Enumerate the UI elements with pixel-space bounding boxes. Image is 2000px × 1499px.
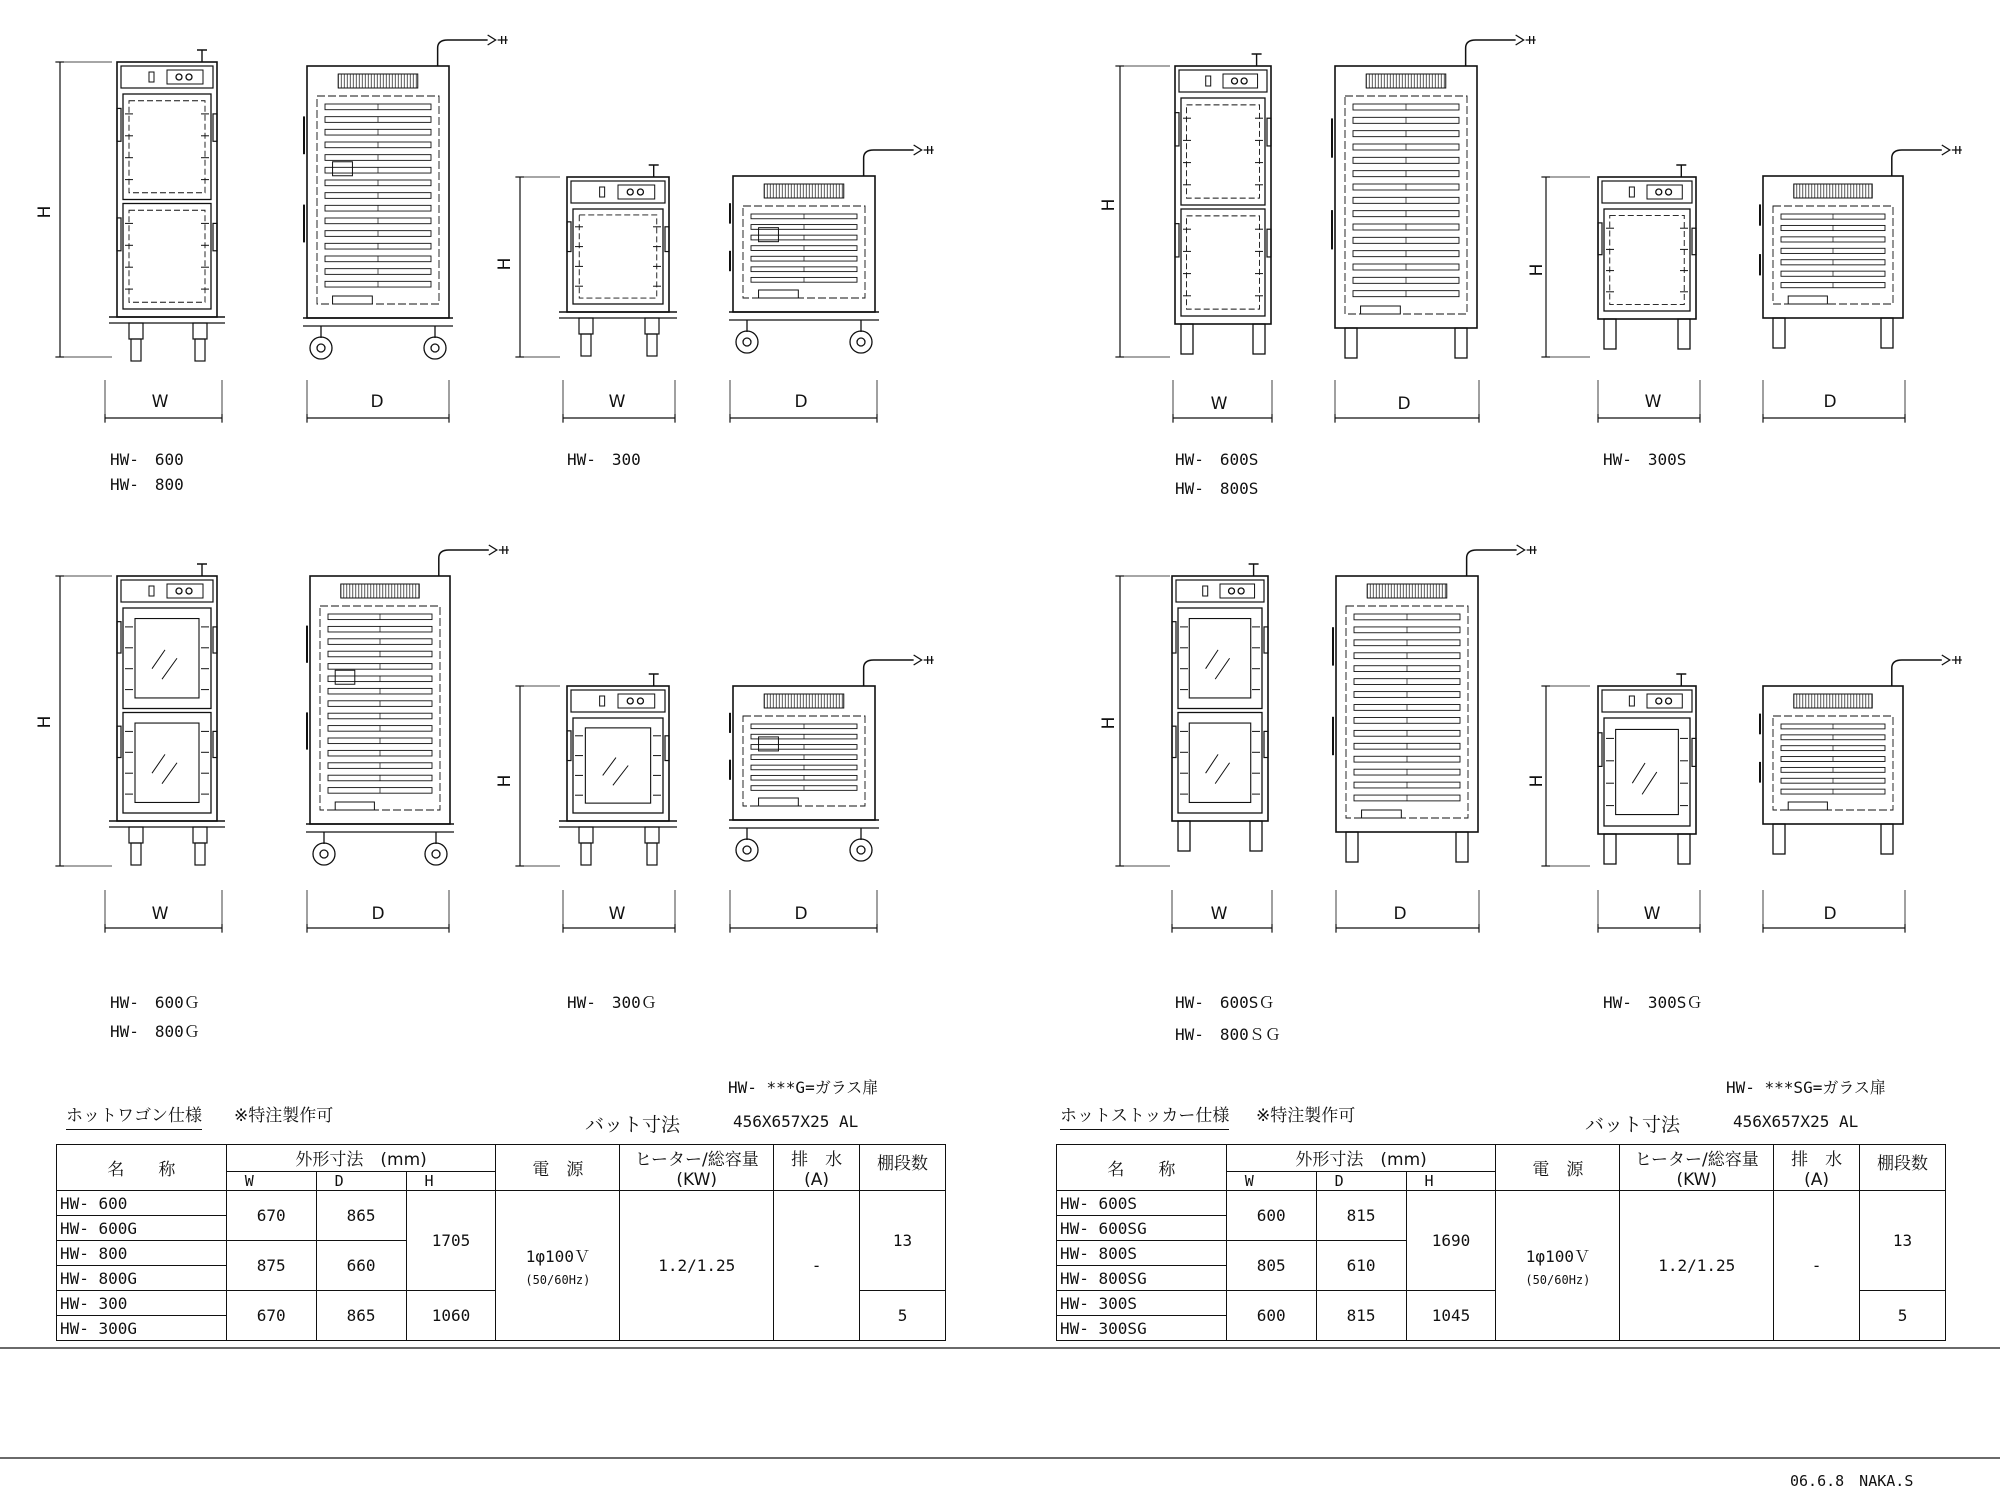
right-cell-h-small: 1045 (1406, 1291, 1496, 1341)
left-row-name: HW- 600G (57, 1216, 227, 1241)
door-inner (1610, 215, 1684, 304)
drain-tray (1788, 296, 1827, 304)
power-cord (438, 40, 488, 66)
door (1178, 608, 1262, 709)
caster-wheel (850, 839, 872, 861)
power-cord (1892, 150, 1942, 176)
left-section-title: ホットワゴン仕様 (66, 1101, 202, 1126)
knob-icon (1229, 588, 1235, 594)
knob-icon (1666, 189, 1672, 195)
caster-bracket (193, 323, 207, 339)
vent-pipe (1252, 54, 1262, 66)
panel-box (1647, 694, 1682, 708)
left-bat-label: バット寸法 (585, 1114, 681, 1136)
dim-d-hw300sg: D (1823, 904, 1837, 924)
right-cell-w: 600 (1226, 1191, 1316, 1241)
leg (1456, 832, 1468, 862)
indicator-icon (1629, 696, 1634, 706)
indicator-icon (1203, 586, 1208, 596)
door (123, 608, 211, 709)
left-cell-w: 670 (226, 1191, 316, 1241)
dim-w-hw600s: W (1210, 394, 1228, 414)
right-bat-value: 456X657X25 AL (1733, 1112, 1859, 1131)
door-inner (1187, 216, 1260, 309)
drain-tray (1361, 306, 1401, 314)
right-row-name: HW- 300S (1057, 1291, 1227, 1316)
glass-window (1189, 723, 1250, 802)
right-row-name: HW- 600SG (1057, 1216, 1227, 1241)
leg (1345, 328, 1357, 358)
left-th-d: D (316, 1171, 406, 1190)
glass-reflection (603, 758, 629, 786)
right-row-name: HW- 800SG (1057, 1266, 1227, 1291)
caster-wheel (131, 843, 141, 865)
dim-h-hw300s: H (1527, 263, 1547, 277)
door (573, 209, 663, 304)
dim-w-hw600g: W (151, 904, 169, 924)
drain-tray (1362, 810, 1402, 818)
right-th-heater: ヒーター/総容量 (KW) (1620, 1145, 1774, 1191)
caster-hub (857, 338, 865, 346)
caster-bracket (193, 827, 207, 843)
glass-reflection (1206, 650, 1230, 679)
dim-d-hw600sg: D (1393, 904, 1407, 924)
plug-icon (1942, 145, 1962, 155)
caster-bracket (579, 827, 593, 843)
power-cord (864, 150, 914, 176)
caster-wheel (310, 337, 332, 359)
right-cell-w: 600 (1226, 1291, 1316, 1341)
caster-wheel (647, 334, 657, 356)
right-section-title: ホットストッカー仕様 (1060, 1101, 1229, 1126)
glass-reflection (152, 650, 177, 679)
cabinet-side-outline (310, 576, 450, 824)
door (123, 713, 211, 814)
knob-icon (627, 698, 633, 704)
vent-pipe (197, 564, 207, 576)
dim-h-hw300: H (495, 257, 515, 271)
right-th-outer: 外形寸法 (mm) (1226, 1145, 1496, 1172)
knob-icon (1232, 78, 1238, 84)
leg (1253, 324, 1265, 354)
door-hinge (117, 108, 121, 141)
door-inner (129, 210, 205, 302)
left-spec-table (56, 1144, 946, 1341)
left-cell-power: 1φ100Ｖ (50/60Hz) (496, 1191, 620, 1341)
power-cord (439, 550, 489, 576)
caster-wheel (581, 843, 591, 865)
leg (1678, 834, 1690, 864)
left-cell-d: 660 (316, 1241, 406, 1291)
dim-w-hw300g: W (608, 904, 626, 924)
left-cell-heater: 1.2/1.25 (620, 1191, 774, 1341)
caster-bracket (645, 827, 659, 843)
left-row-name: HW- 300 (57, 1291, 227, 1316)
model-label-hw300sg: HW- 300SＧ (1603, 993, 1703, 1012)
model-label-hw300g: HW- 300Ｇ (567, 993, 657, 1012)
dim-h-hw600sg: H (1099, 716, 1119, 730)
left-cell-w: 670 (226, 1291, 316, 1341)
dim-w-hw300s: W (1644, 392, 1662, 412)
cabinet-side-outline (733, 686, 875, 820)
door (1604, 718, 1690, 826)
right-cell-d: 815 (1316, 1191, 1406, 1241)
door-hinge (117, 218, 121, 251)
left-cell-shelves-big: 13 (860, 1191, 946, 1291)
indicator-icon (1206, 76, 1211, 86)
caster-hub (431, 344, 439, 352)
panel-box (618, 694, 655, 708)
door-inner (579, 215, 657, 298)
knob-icon (637, 698, 643, 704)
right-cell-d: 610 (1316, 1241, 1406, 1291)
power-cord (1467, 550, 1517, 576)
door-handle (1267, 229, 1271, 257)
door-inner (1187, 105, 1260, 198)
door-hinge (117, 726, 121, 757)
door-hinge (117, 622, 121, 653)
right-cell-shelves-big: 13 (1860, 1191, 1946, 1291)
right-th-power: 電 源 (1496, 1145, 1620, 1191)
leg (1881, 318, 1893, 348)
leg (1178, 821, 1190, 851)
glass-window (135, 619, 199, 698)
left-th-name: 名 称 (57, 1145, 227, 1191)
door (1181, 209, 1265, 316)
left-cell-d: 865 (316, 1291, 406, 1341)
caster-hub (317, 344, 325, 352)
dim-h-hw600g: H (35, 715, 55, 729)
dim-d-hw300: D (794, 392, 808, 412)
right-bat-label: バット寸法 (1585, 1114, 1681, 1136)
drain-tray (759, 290, 799, 298)
vent-pipe (1249, 564, 1259, 576)
drain-tray (333, 296, 373, 304)
caster-wheel (736, 839, 758, 861)
dim-w-hw600: W (151, 392, 169, 412)
knob-icon (1656, 698, 1662, 704)
door-hinge (1598, 733, 1602, 767)
indicator-icon (600, 187, 605, 197)
left-cell-h-small: 1060 (406, 1291, 496, 1341)
panel-box (1647, 185, 1682, 199)
left-th-w: W (226, 1171, 316, 1190)
model-label-hw800g: HW- 800Ｇ (110, 1022, 200, 1041)
door-handle (1267, 118, 1271, 146)
glass-window (135, 723, 199, 802)
dim-d-hw600s: D (1397, 394, 1411, 414)
knob-icon (1666, 698, 1672, 704)
left-th-outer: 外形寸法 (mm) (226, 1145, 496, 1172)
leg (1773, 318, 1785, 348)
plug-icon (1517, 545, 1537, 555)
caster-bracket (645, 318, 659, 334)
panel-box (618, 185, 655, 199)
right-glass-note: HW- ***SG=ガラス扉 (1726, 1078, 1886, 1097)
indicator-icon (149, 72, 154, 82)
indicator-icon (149, 586, 154, 596)
caster-hub (320, 850, 328, 858)
right-cell-d: 815 (1316, 1291, 1406, 1341)
knob-icon (186, 588, 192, 594)
left-cell-h-big: 1705 (406, 1191, 496, 1291)
right-cell-heater: 1.2/1.25 (1620, 1191, 1774, 1341)
left-th-drain: 排 水 (A) (774, 1145, 860, 1191)
caster-wheel (424, 337, 446, 359)
dim-d-hw300s: D (1823, 392, 1837, 412)
caster-wheel (581, 334, 591, 356)
dim-h-hw600s: H (1099, 198, 1119, 212)
left-cell-shelves-small: 5 (860, 1291, 946, 1341)
vent-pipe (649, 165, 659, 177)
left-th-power: 電 源 (496, 1145, 620, 1191)
dim-w-hw600sg: W (1210, 904, 1228, 924)
knob-icon (1241, 78, 1247, 84)
right-cell-h-big: 1690 (1406, 1191, 1496, 1291)
door-handle (1692, 228, 1696, 255)
door-hinge (1175, 113, 1179, 146)
panel-box (1223, 74, 1258, 88)
door (1604, 209, 1690, 311)
caster-hub (743, 846, 751, 854)
indicator-icon (600, 696, 605, 706)
dim-h-hw300g: H (495, 774, 515, 788)
dim-d-hw600: D (370, 392, 384, 412)
leg (1881, 824, 1893, 854)
door (1181, 98, 1265, 205)
door (123, 204, 211, 310)
caster-wheel (195, 843, 205, 865)
label-plate (335, 670, 355, 684)
glass-reflection (1632, 763, 1657, 794)
right-th-shelves: 棚段数 (1860, 1145, 1946, 1191)
cabinet-side-outline (733, 176, 875, 312)
knob-icon (176, 588, 182, 594)
door-inner (129, 101, 205, 193)
leg (1678, 319, 1690, 349)
door-hinge (1175, 224, 1179, 257)
dim-d-hw600g: D (371, 904, 385, 924)
side-inner (743, 716, 865, 806)
model-label-hw600sg: HW- 600SＧ (1175, 993, 1275, 1012)
door (123, 94, 211, 200)
vent-pipe (1676, 674, 1686, 686)
right-special-note: ※特注製作可 (1256, 1106, 1356, 1126)
leg (1773, 824, 1785, 854)
glass-reflection (1206, 754, 1230, 783)
glass-window (1189, 619, 1250, 698)
knob-icon (637, 189, 643, 195)
left-row-name: HW- 600 (57, 1191, 227, 1216)
panel-box (1220, 584, 1255, 598)
door-hinge (567, 222, 571, 252)
plug-icon (489, 545, 509, 555)
leg (1346, 832, 1358, 862)
right-cell-drain: - (1774, 1191, 1860, 1341)
left-cell-drain: - (774, 1191, 860, 1341)
right-row-name: HW- 600S (1057, 1191, 1227, 1216)
power-cord (1892, 660, 1942, 686)
dim-w-hw300sg: W (1643, 904, 1661, 924)
knob-icon (176, 74, 182, 80)
right-spec-table (1056, 1144, 1946, 1341)
door-handle (665, 736, 669, 761)
model-label-hw800: HW- 800 (110, 475, 184, 494)
caster-bracket (579, 318, 593, 334)
drain-tray (759, 798, 799, 806)
left-special-note: ※特注製作可 (234, 1106, 334, 1126)
model-label-hw800s: HW- 800S (1175, 479, 1259, 498)
leg (1250, 821, 1262, 851)
caster-hub (743, 338, 751, 346)
left-cell-w: 875 (226, 1241, 316, 1291)
caster-wheel (195, 339, 205, 361)
door-handle (1264, 731, 1268, 757)
drain-tray (335, 802, 374, 810)
left-glass-note: HW- ***G=ガラス扉 (728, 1078, 879, 1097)
right-th-name: 名 称 (1057, 1145, 1227, 1191)
knob-icon (627, 189, 633, 195)
right-cell-w: 805 (1226, 1241, 1316, 1291)
caster-wheel (425, 843, 447, 865)
plug-icon (1942, 655, 1962, 665)
side-inner (743, 206, 865, 298)
knob-icon (1238, 588, 1244, 594)
vent-pipe (197, 50, 207, 62)
left-row-name: HW- 800G (57, 1266, 227, 1291)
door-handle (1692, 738, 1696, 766)
door (1178, 713, 1262, 814)
left-th-h: H (406, 1171, 496, 1190)
dim-h-hw300sg: H (1527, 774, 1547, 788)
model-label-hw800sg: HW- 800ＳＧ (1175, 1025, 1281, 1044)
power-cord (864, 660, 914, 686)
label-plate (333, 162, 353, 176)
model-label-hw300s: HW- 300S (1603, 450, 1687, 469)
left-th-shelves: 棚段数 (860, 1145, 946, 1191)
plug-icon (488, 35, 508, 45)
right-th-h: H (1406, 1171, 1496, 1190)
knob-icon (186, 74, 192, 80)
dim-h-hw600: H (35, 205, 55, 219)
caster-hub (857, 846, 865, 854)
door-handle (665, 227, 669, 252)
right-th-w: W (1226, 1171, 1316, 1190)
cabinet-front-outline (117, 62, 217, 317)
door-hinge (567, 731, 571, 761)
left-cell-d: 865 (316, 1191, 406, 1241)
caster-wheel (850, 331, 872, 353)
drain-tray (1788, 802, 1827, 810)
left-bat-value: 456X657X25 AL (733, 1112, 859, 1131)
caster-wheel (736, 331, 758, 353)
door-hinge (1598, 223, 1602, 255)
left-th-heater: ヒーター/総容量 (KW) (620, 1145, 774, 1191)
dim-d-hw300g: D (794, 904, 808, 924)
leg (1455, 328, 1467, 358)
model-label-hw600g: HW- 600Ｇ (110, 993, 200, 1012)
caster-wheel (131, 339, 141, 361)
leg (1604, 834, 1616, 864)
door-hinge (1172, 622, 1176, 653)
power-cord (1466, 40, 1516, 66)
caster-wheel (647, 843, 657, 865)
door (573, 718, 663, 813)
leg (1604, 319, 1616, 349)
plug-icon (914, 145, 934, 155)
left-row-name: HW- 800 (57, 1241, 227, 1266)
model-label-hw600: HW- 600 (110, 450, 184, 469)
door-hinge (1172, 726, 1176, 757)
side-inner (1773, 206, 1893, 304)
right-cell-shelves-small: 5 (1860, 1291, 1946, 1341)
panel-box (167, 584, 203, 598)
caster-wheel (313, 843, 335, 865)
model-label-hw300: HW- 300 (567, 450, 641, 469)
model-label-hw600s: HW- 600S (1175, 450, 1259, 469)
right-th-d: D (1316, 1171, 1406, 1190)
knob-icon (1656, 189, 1662, 195)
left-row-name: HW- 300G (57, 1316, 227, 1341)
plug-icon (1516, 35, 1536, 45)
right-th-drain: 排 水 (A) (1774, 1145, 1860, 1191)
dim-w-hw300: W (608, 392, 626, 412)
door-handle (1264, 627, 1268, 653)
caster-bracket (129, 827, 143, 843)
plug-icon (914, 655, 934, 665)
vent-pipe (1676, 165, 1686, 177)
leg (1181, 324, 1193, 354)
side-inner (1773, 716, 1893, 810)
right-cell-power: 1φ100Ｖ (50/60Hz) (1496, 1191, 1620, 1341)
glass-reflection (152, 754, 177, 783)
glass-window (1616, 729, 1679, 814)
vent-pipe (649, 674, 659, 686)
indicator-icon (1629, 187, 1634, 197)
caster-hub (432, 850, 440, 858)
right-row-name: HW- 800S (1057, 1241, 1227, 1266)
right-row-name: HW- 300SG (1057, 1316, 1227, 1341)
footer-date-author: 06.6.8 NAKA.S (1790, 1472, 1914, 1490)
panel-box (167, 70, 203, 84)
glass-window (585, 728, 650, 803)
caster-bracket (129, 323, 143, 339)
